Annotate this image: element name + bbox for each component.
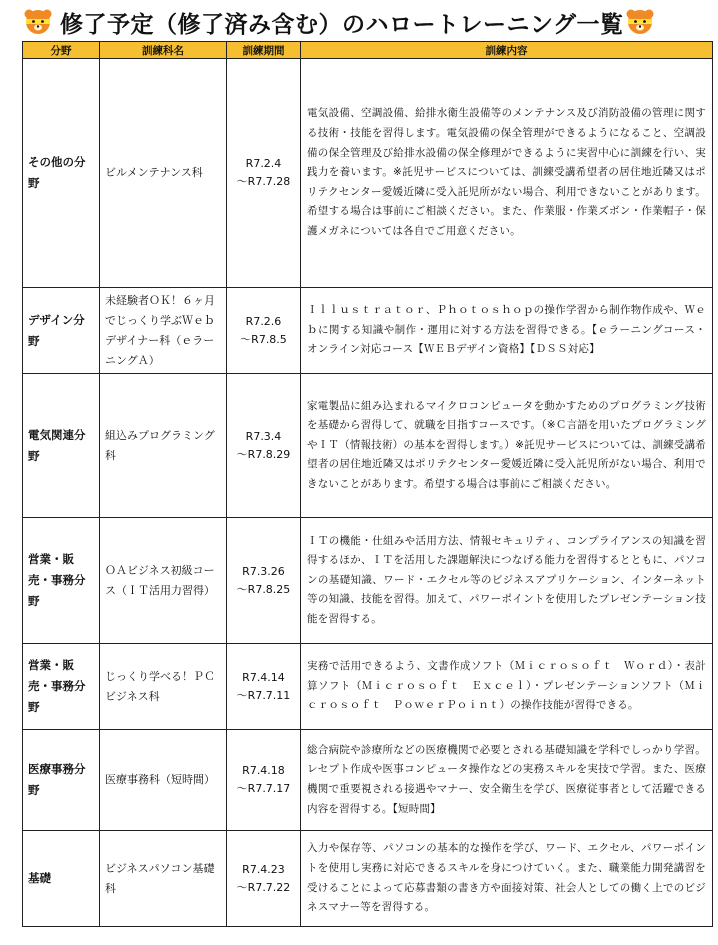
period-start: R7.3.4 xyxy=(245,429,282,443)
field-cell: 電気関連分野 xyxy=(23,374,100,518)
course-name-cell: じっくり学べる！ＰＣビジネス科 xyxy=(100,644,227,730)
period-end: ～R7.8.29 xyxy=(236,447,291,461)
period-end: ～R7.8.5 xyxy=(240,332,287,346)
period-end: ～R7.7.17 xyxy=(236,782,291,795)
bear-mascot-icon xyxy=(22,6,54,38)
content-cell: Ｉｌｌｕｓｔｒａｔｏｒ、Ｐｈｏｔｏｓｈｏｐの操作学習から制作物作成や、Ｗｅｂに関する知識や制作・運用に対する方法を習得できる。【ｅラーニングコース・オンライン対応コース【ＷＥＢデザイン資格】【ＤＳＳ対応】 xyxy=(301,288,713,374)
period-cell xyxy=(227,288,301,374)
table-row xyxy=(23,288,713,374)
field-cell: 営業・販売・事務分野 xyxy=(23,518,100,644)
content-cell: ＩＴの機能・仕組みや活用方法、情報セキュリティ、コンプライアンスの知識を習得するほか、ＩＴを活用した課題解決につなげる能力を習得するとともに、パソコンの基礎知識、ワード・エクセル等のビジネスアプリケーション、インターネット等の知識、技能を習得。加えて、パワーポイントを使用したプレゼンテーション技能を習得する。 xyxy=(301,518,713,644)
content-cell: 実務で活用できるよう、文書作成ソフト（Ｍｉｃｒｏｓｏｆｔ Ｗｏｒｄ）・表計算ソフト（Ｍｉｃｒｏｓｏｆｔ Ｅｘｃｅｌ）・プレゼンテーションソフト（Ｍｉｃｒｏｓｏｆｔ ＰｏｗｅｒＰｏｉｎｔ）の操作技能が習得できる。 xyxy=(301,644,713,730)
table-header-row xyxy=(23,42,713,59)
table-row xyxy=(23,374,713,518)
bear-mascot-icon xyxy=(624,6,656,38)
course-name-cell: 組込みプログラミング科 xyxy=(100,374,227,518)
course-table xyxy=(22,41,713,927)
table-row xyxy=(23,518,713,644)
field-cell: 基礎 xyxy=(23,831,100,927)
period-end: ～R7.7.28 xyxy=(236,175,291,188)
field-cell: 医療事務分野 xyxy=(23,730,100,831)
period-start: R7.2.6 xyxy=(245,314,282,328)
period-cell xyxy=(227,374,301,518)
period-cell xyxy=(227,518,301,644)
course-name-cell: ビジネスパソコン基礎科 xyxy=(100,831,227,927)
field-cell: 営業・販売・事務分野 xyxy=(23,644,100,730)
course-name-cell: 未経験者ＯＫ！６ヶ月でじっくり学ぶＷｅｂデザイナー科（ｅラーニングＡ） xyxy=(100,288,227,374)
table-row xyxy=(23,831,713,927)
period-cell xyxy=(227,831,301,927)
header-period: 訓練期間 xyxy=(227,42,301,59)
period-end: ～R7.7.11 xyxy=(236,688,291,702)
table-row xyxy=(23,644,713,730)
table-row xyxy=(23,59,713,288)
page-title: 修了予定（修了済み含む）のハロートレーニング一覧 xyxy=(60,11,624,38)
period-end: ～R7.8.25 xyxy=(236,582,291,596)
content-cell: 家電製品に組み込まれるマイクロコンピュータを動かすためのプログラミング技術を基礎から習得して、就職を目指すコースです。（※Ｃ言語を用いたプログラミングやＩＴ（情報技術）の基本を習得します。）※託児サービスについては、訓練受講希望者の居住地近隣又はポリテクセンター愛媛近隣に受入託児所がない場合、利用できないことがあります。希望する場合は事前にご相談ください。 xyxy=(301,374,713,518)
field-cell: デザイン分野 xyxy=(23,288,100,374)
content-cell: 電気設備、空調設備、給排水衛生設備等のメンテナンス及び消防設備の管理に関する技術・技能を習得します。電気設備の保全管理ができるようになること、空調設備の保全管理及び給排水設備の保全修理ができるように実習中心に訓練を行い、実践力を養います。※託児サービスについては、訓練受講希望者の居住地近隣又はポリテクセンター愛媛近隣に受入託児所がない場合、利用できないことがあります。希望する場合は事前にご相談ください。また、作業服・作業ズボン・作業帽子・保護メガネについては各自でご用意ください。 xyxy=(301,59,713,288)
course-name-cell: ＯＡビジネス初級コース（ＩＴ活用力習得） xyxy=(100,518,227,644)
field-cell: その他の分野 xyxy=(23,59,100,288)
header-field: 分野 xyxy=(23,42,100,59)
header-content: 訓練内容 xyxy=(301,42,713,59)
table-row xyxy=(23,730,713,831)
period-start: R7.3.26 xyxy=(242,564,285,578)
period-cell xyxy=(227,730,301,831)
course-name-cell: 医療事務科（短時間） xyxy=(100,730,227,831)
header-course-name: 訓練科名 xyxy=(100,42,227,59)
period-cell xyxy=(227,644,301,730)
period-start: R7.4.23 xyxy=(242,862,285,876)
period-start: R7.4.14 xyxy=(242,670,285,684)
period-cell xyxy=(227,59,301,288)
period-end: ～R7.7.22 xyxy=(236,880,291,894)
content-cell: 総合病院や診療所などの医療機関で必要とされる基礎知識を学科でしっかり学習。レセプト作成や医事コンピュータ操作などの実務スキルを実技で学習。また、医療機関で重要視される接遇やマナー、安全衛生を学び、医療従事者として活躍できる内容を習得する。【短時間】 xyxy=(301,730,713,831)
course-name-cell: ビルメンテナンス科 xyxy=(100,59,227,288)
title-bar xyxy=(22,4,712,40)
content-cell: 入力や保存等、パソコンの基本的な操作を学び、ワード、エクセル、パワーポイントを使用し実務に対応できるスキルを身につけていく。また、職業能力開発講習を受けることによって応募書類の書き方や面接対策、社会人としての働く上でのビジネスマナー等を習得する。 xyxy=(301,831,713,927)
period-start: R7.2.4 xyxy=(245,157,282,170)
period-start: R7.4.18 xyxy=(242,764,285,777)
